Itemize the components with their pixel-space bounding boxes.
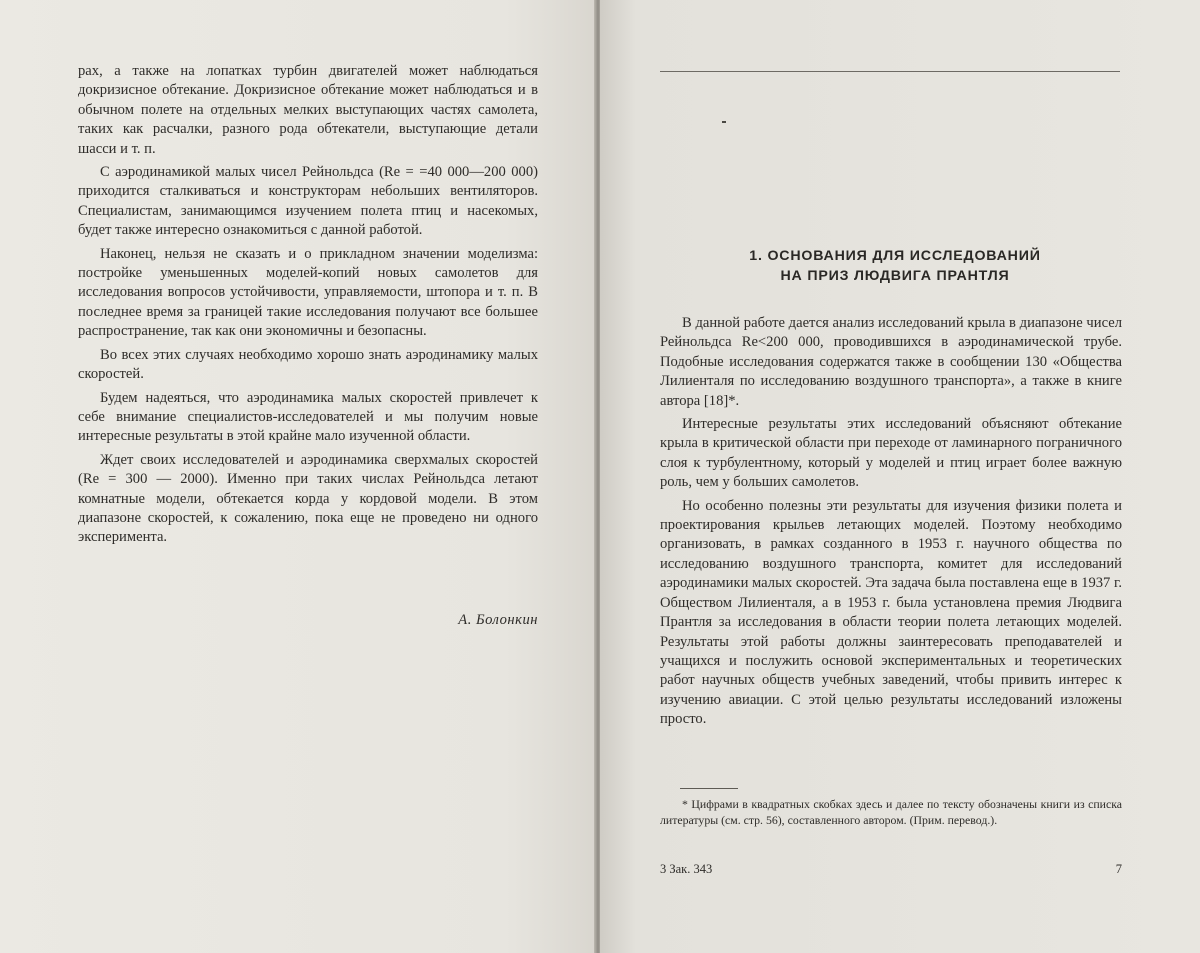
footnote-text: * Цифрами в квадратных скобках здесь и далее по тексту обозначены книги из списка литературы (см. стр. 56), составленного автором. (Прим. перевод.). — [660, 797, 1122, 827]
right-page-text — [660, 314, 1122, 734]
chapter-heading — [660, 246, 1130, 286]
paragraph: В данной работе дается анализ исследований крыла в диапазоне чисел Рейнольдса Re<200 000, проводившихся в аэродинамической трубе. Подобные исследования содержатся также в сообщении 130 «Общества Лилиенталя по исследованию воздушного транспорта», а также в книге автора [18]*. — [660, 315, 1122, 409]
paragraph: С аэродинамикой малых чисел Рейнольдса (Re = =40 000—200 000) приходится сталкиваться и конструкторам небольших вентиляторов. Специалистам, занимающимся изучением полета птиц и насекомых, будет также интересно ознакомиться с данной работой. — [78, 164, 538, 239]
page-footer — [660, 862, 1122, 877]
top-rule — [660, 71, 1120, 72]
footnote-rule — [680, 788, 738, 789]
paragraph: Во всех этих случаях необходимо хорошо знать аэродинамику малых скоростей. — [78, 346, 538, 383]
page-number: 7 — [1115, 862, 1122, 876]
footnote — [660, 796, 1122, 828]
paragraph: Наконец, нельзя не сказать и о прикладном значении моделизма: постройке уменьшенных моделей-копий новых самолетов для исследования вопросов устойчивости, управляемости, штопора и т. п. В последнее время за границей такие исследования получают все большее распространение, так как они экономичны и безопасны. — [78, 245, 538, 340]
paragraph: Но особенно полезны эти результаты для изучения физики полета и проектирования крыльев летающих моделей. Поэтому необходимо организовать, в рамках созданного в 1953 г. научного общества по исследованию воздушного транспорта, комитет для исследований аэродинамики малых скоростей. Эта задача была поставлена еще в 1937 г. Обществом Лилиенталя, а в 1953 г. была установлена премия Людвига Прантля за исследования в области теории полета летающих моделей. Результаты этой работы должны заинтересовать преподавателей и учащихся и послужить основой экспериментальных и теоретических работ научных обществ учебных заведений, чтобы привить интерес к изучению авиации. С этой целью результаты исследований изложены просто. — [660, 497, 1122, 728]
chapter-heading-line: НА ПРИЗ ЛЮДВИГА ПРАНТЛЯ — [780, 268, 1010, 284]
paragraph: Будем надеяться, что аэродинамика малых скоростей привлечет к себе внимание специалистов-исследователей и мы получим новые интересные результаты в этой крайне мало изученной области. — [78, 389, 538, 445]
ink-mark — [722, 121, 726, 123]
paragraph: рах, а также на лопатках турбин двигателей может наблюдаться докризисное обтекание. Докризисное обтекание может наблюдаться и в обычном полете на отдельных мелких выступающих частях самолета, таких как расчалки, разного рода обтекатели, выступающие детали шасси и т. п. — [78, 63, 538, 157]
author-signature: А. Болонкин — [458, 612, 538, 628]
signature-mark: 3 Зак. 343 — [660, 862, 713, 876]
paragraph: Ждет своих исследователей и аэродинамика сверхмалых скоростей (Re = 300 — 2000). Именно при таких числах Рейнольдса летают комнатные модели, обтекается корда у кордовой модели. В этом диапазоне скоростей, к сожалению, пока еще не проведено ни одного эксперимента. — [78, 451, 538, 546]
left-page-text — [78, 62, 538, 552]
paragraph: Интересные результаты этих исследований объясняют обтекание крыла в критической области при переходе от ламинарного пограничного слоя к турбулентному, который у моделей и птиц играет более важную роль, чем у больших самолетов. — [660, 416, 1122, 491]
left-page — [0, 0, 596, 953]
chapter-heading-line: 1. ОСНОВАНИЯ ДЛЯ ИССЛЕДОВАНИЙ — [749, 248, 1041, 264]
